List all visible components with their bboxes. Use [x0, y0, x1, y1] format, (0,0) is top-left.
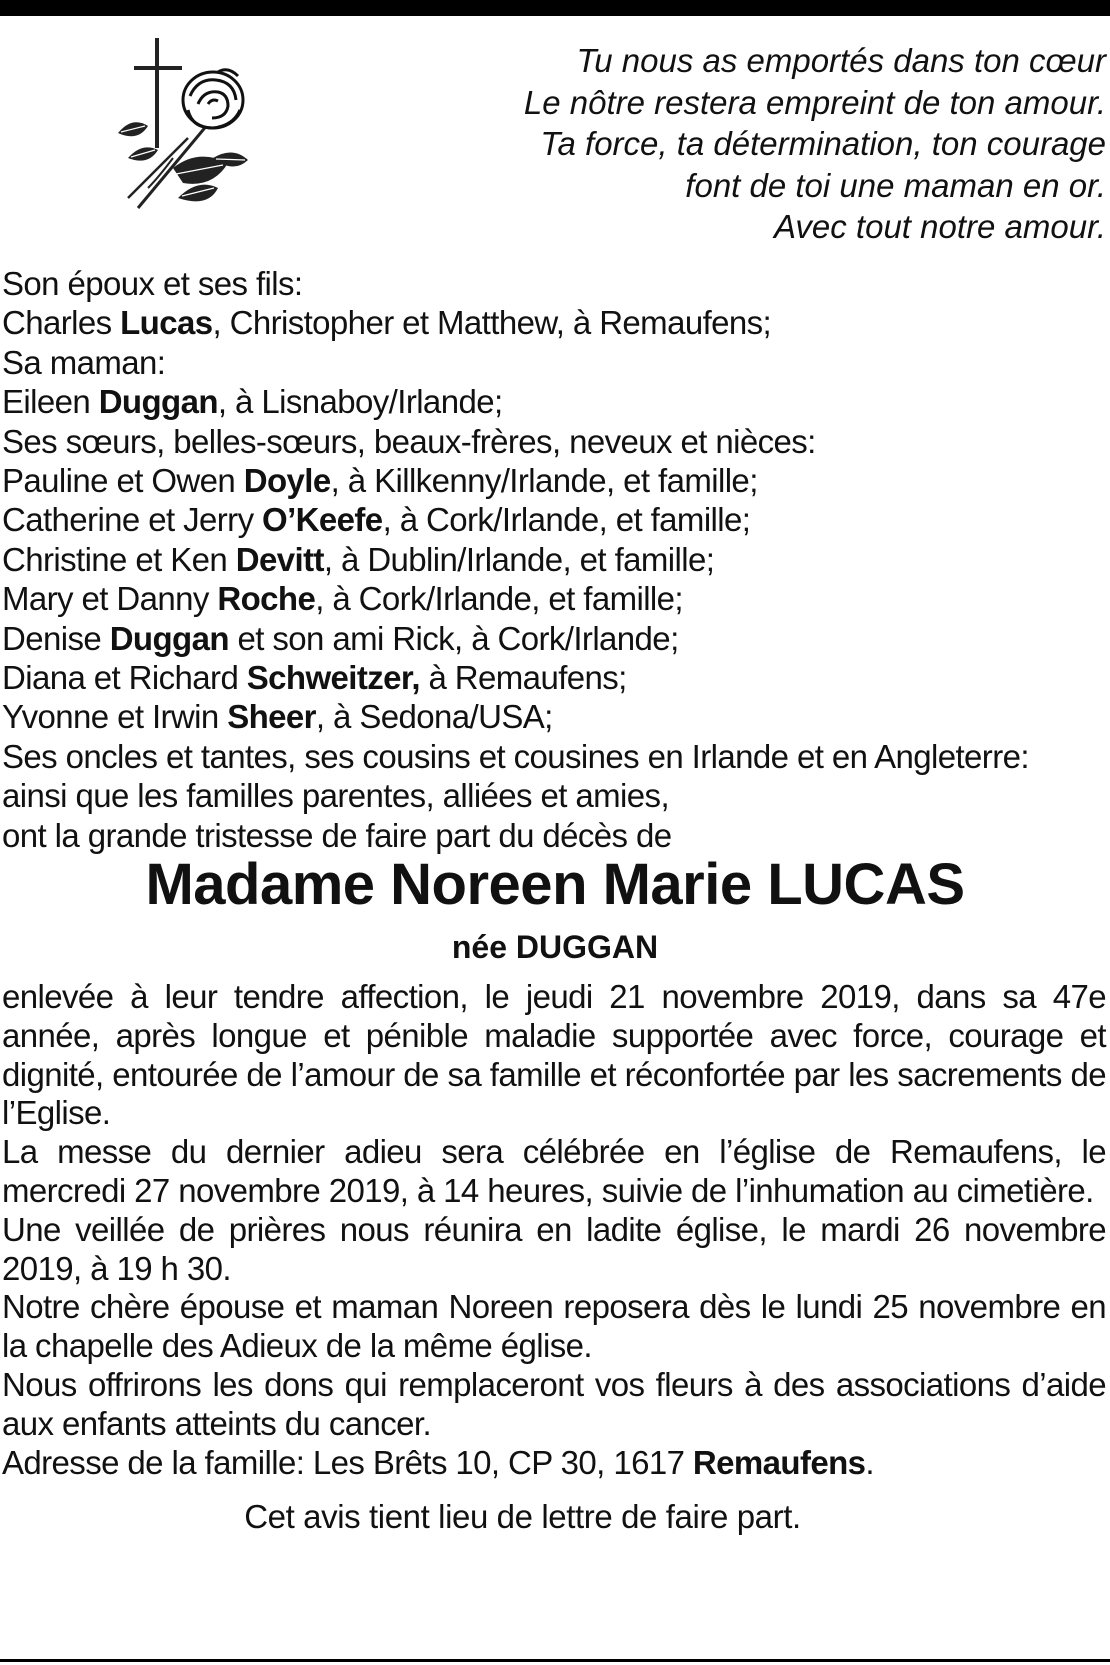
family-line: Diana et Richard Schweitzer, à Remaufens;: [2, 659, 627, 697]
family-line: Pauline et Owen Doyle, à Killkenny/Irlande, et famille;: [2, 462, 758, 500]
family-line: Sa maman:: [2, 343, 166, 381]
family-line: Catherine et Jerry O’Keefe, à Cork/Irlande, et famille;: [2, 501, 751, 539]
notice-paragraph: Une veillée de prières nous réunira en ladite église, le mardi 26 novembre 2019, à 19 h 30.: [2, 1210, 1106, 1287]
family-line: Mary et Danny Roche, à Cork/Irlande, et famille;: [2, 580, 683, 618]
family-line: ont la grande tristesse de faire part du décès de: [2, 816, 672, 854]
family-line: Eileen Duggan, à Lisnaboy/Irlande;: [2, 383, 503, 421]
bottom-rule: [0, 1659, 1110, 1662]
family-line: Christine et Ken Devitt, à Dublin/Irlande, et famille;: [2, 540, 715, 578]
notice-paragraph: La messe du dernier adieu sera célébrée en l’église de Remaufens, le mercredi 27 novembre 2019, à 14 heures, suivie de l’inhumation au cimetière.: [2, 1133, 1106, 1209]
notice-body: [2, 978, 1106, 1482]
family-line: Charles Lucas, Christopher et Matthew, à Remaufens;: [2, 304, 772, 342]
family-list: [2, 264, 1102, 855]
poem-line: Le nôtre restera empreint de ton amour.: [523, 83, 1106, 121]
family-line: Son époux et ses fils:: [2, 265, 303, 302]
family-line: Ses sœurs, belles-sœurs, beaux-frères, neveux et nièces:: [2, 422, 816, 460]
poem: [466, 40, 1106, 248]
top-rule: [0, 0, 1110, 16]
family-line: Yvonne et Irwin Sheer, à Sedona/USA;: [2, 698, 553, 736]
poem-line: Ta force, ta détermination, ton courage: [540, 125, 1106, 162]
notice-paragraph: Nous offrirons les dons qui remplaceront vos fleurs à des associations d’aide aux enfants atteints du cancer.: [2, 1365, 1106, 1442]
family-line: ainsi que les familles parentes, alliées et amies,: [2, 777, 670, 815]
maiden-name: née DUGGAN: [451, 929, 659, 965]
family-line: Denise Duggan et son ami Rick, à Cork/Irlande;: [2, 619, 679, 657]
closing-note: Cet avis tient lieu de lettre de faire part.: [244, 1498, 801, 1535]
poem-line: font de toi une maman en or.: [685, 166, 1106, 204]
cross-and-rose-icon: [118, 38, 258, 213]
notice-paragraph: Notre chère épouse et maman Noreen reposera dès le lundi 25 novembre en la chapelle des Adieux de la même église.: [2, 1288, 1106, 1365]
family-address: Adresse de la famille: Les Brêts 10, CP 30, 1617 Remaufens.: [2, 1443, 874, 1481]
family-line: Ses oncles et tantes, ses cousins et cousines en Irlande et en Angleterre:: [2, 737, 1029, 775]
notice-paragraph: enlevée à leur tendre affection, le jeudi 21 novembre 2019, dans sa 47e année, après longue et pénible maladie supportée avec force, courage et dignité, entourée de l’amour de sa famille et réconfortée par les sacrements de l’Eglise.: [2, 978, 1106, 1132]
deceased-name: Madame Noreen Marie LUCAS: [145, 852, 965, 917]
poem-line: Avec tout notre amour.: [773, 208, 1106, 245]
poem-line: Tu nous as emportés dans ton cœur: [576, 42, 1106, 79]
